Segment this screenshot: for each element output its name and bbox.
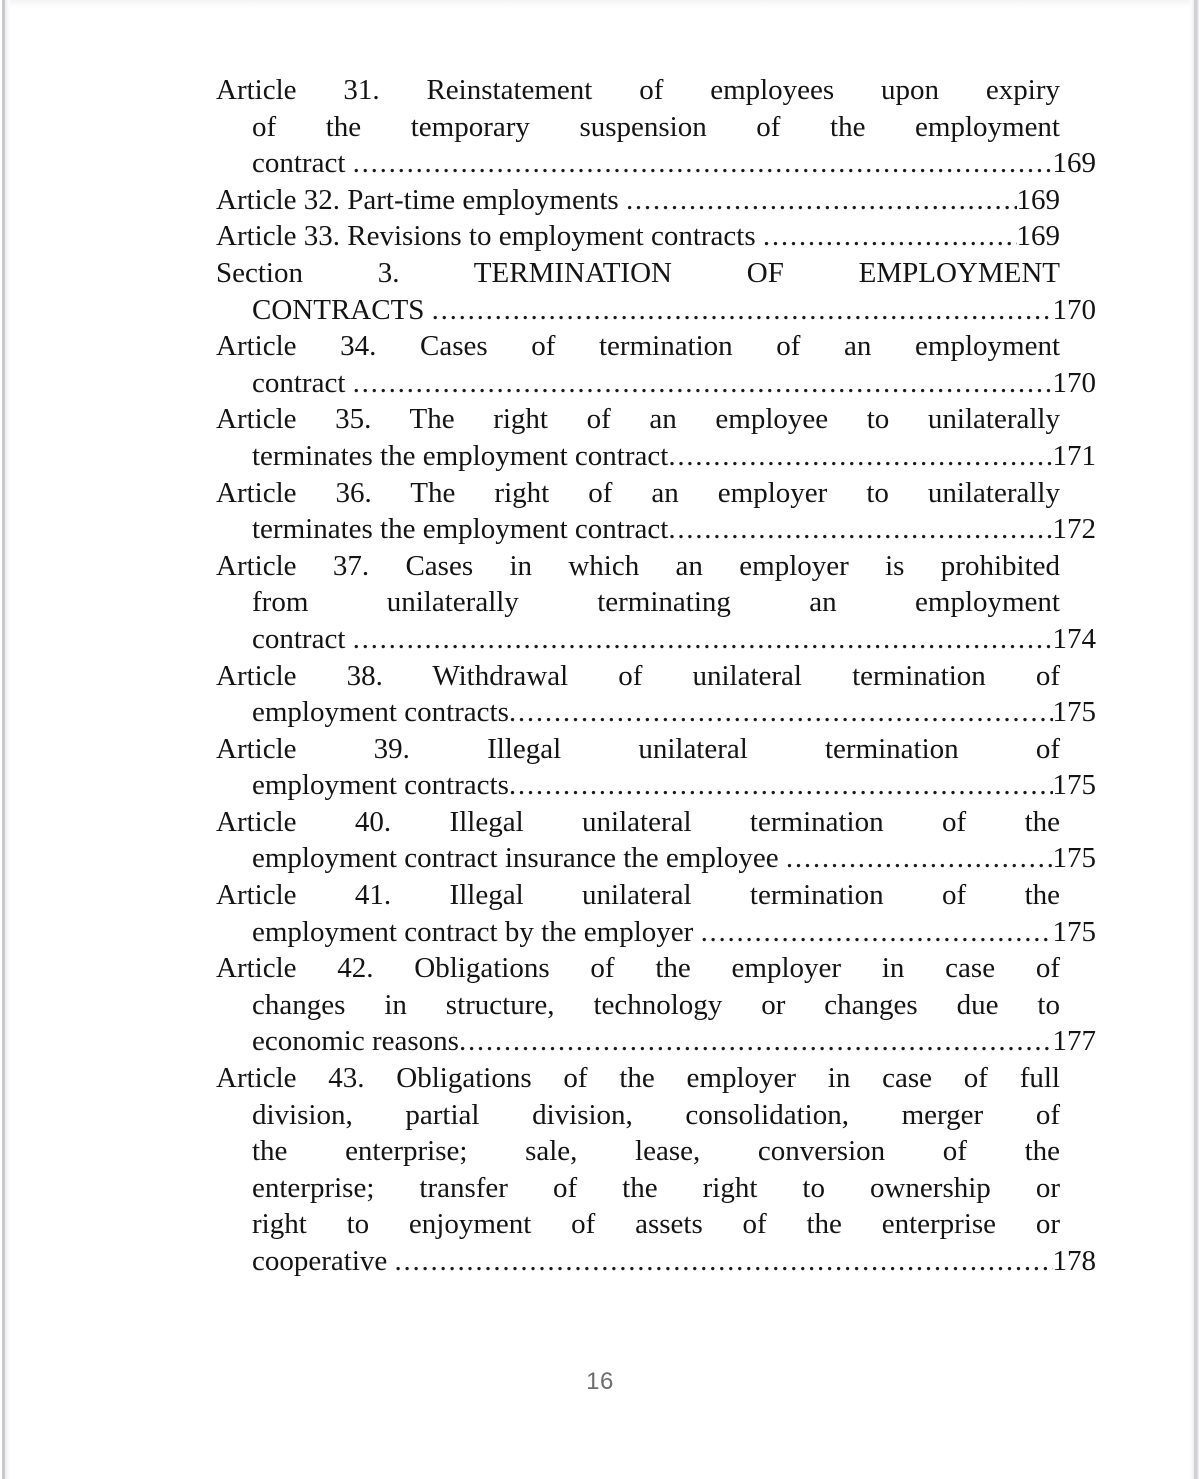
toc-leader-row <box>216 292 1096 329</box>
toc-dot-leader <box>353 365 1053 402</box>
toc-page-number: 169 <box>1016 220 1060 253</box>
toc-page-number: 175 <box>1052 915 1096 948</box>
toc-entry-title: contract <box>252 622 353 655</box>
toc-entry[interactable] <box>216 401 1096 474</box>
toc-leader-row <box>216 145 1096 182</box>
toc-dot-leader <box>668 438 1052 475</box>
toc-entry-title: cooperative <box>252 1245 395 1277</box>
page-left-edge <box>0 0 10 1479</box>
toc-dot-leader <box>509 694 1053 731</box>
toc-dot-leader <box>395 1243 1053 1280</box>
toc-dot-leader <box>353 145 1053 182</box>
toc-entry-line: of the temporary suspension of the employment <box>252 110 1060 143</box>
toc-entry-line: Article 36. The right of an employer to unilaterally <box>216 476 1060 509</box>
toc-leader-row <box>216 914 1096 951</box>
toc-entry[interactable] <box>216 182 1060 219</box>
toc-leader-row <box>216 438 1096 475</box>
toc-entry[interactable] <box>216 877 1096 950</box>
toc-leader-row <box>216 767 1096 804</box>
toc-page-number: 171 <box>1052 439 1096 472</box>
page-right-edge <box>1190 0 1200 1479</box>
toc-page-number: 170 <box>1052 293 1096 326</box>
toc-page-number: 174 <box>1052 622 1096 655</box>
toc-dot-leader <box>786 840 1053 877</box>
toc-entry[interactable] <box>216 950 1096 1060</box>
toc-entry-line: enterprise; transfer of the right to ownership or <box>252 1171 1060 1204</box>
toc-entry[interactable] <box>216 658 1096 731</box>
toc-entry[interactable] <box>216 218 1060 255</box>
toc-entry-line: division, partial division, consolidation, merger of <box>252 1098 1060 1131</box>
toc-entry-line: Article 31. Reinstatement of employees upon expiry <box>216 74 1060 106</box>
toc-entry-title: contract <box>252 366 353 399</box>
toc-entry-line: the enterprise; sale, lease, conversion of the <box>252 1135 1060 1168</box>
toc-entry-title: CONTRACTS <box>252 293 432 326</box>
toc-entry-title: employment contract insurance the employee <box>252 842 786 875</box>
toc-leader-row <box>216 694 1096 731</box>
toc-entry-line: Article 42. Obligations of the employer in case of <box>216 952 1060 985</box>
toc-entry[interactable] <box>216 804 1096 877</box>
toc-entry-line: Article 37. Cases in which an employer is prohibited <box>216 549 1060 582</box>
toc-dot-leader <box>509 767 1053 804</box>
page-number: 16 <box>586 1368 614 1395</box>
page-top-edge <box>0 0 1200 9</box>
toc-leader-row <box>216 621 1096 658</box>
toc-leader-row <box>216 1023 1096 1060</box>
toc-entry-line: Article 34. Cases of termination of an employment <box>216 330 1060 363</box>
toc-page-number: 175 <box>1052 696 1096 729</box>
toc-leader-row <box>216 1243 1096 1280</box>
toc-entry[interactable] <box>216 475 1096 548</box>
toc-entry-line: Article 43. Obligations of the employer in case of full <box>216 1062 1060 1095</box>
toc-entry-title: Article 32. Part-time employments <box>216 183 626 216</box>
toc-page-number: 178 <box>1052 1245 1096 1277</box>
toc-dot-leader <box>432 292 1053 329</box>
toc-leader-row <box>216 840 1096 877</box>
toc-entry[interactable] <box>216 72 1096 182</box>
toc-page-number: 170 <box>1052 366 1096 399</box>
toc-entry[interactable] <box>216 1060 1096 1280</box>
table-of-contents <box>216 72 1096 1280</box>
toc-entry-title: economic reasons <box>252 1025 459 1058</box>
toc-entry-line: Article 40. Illegal unilateral termination of the <box>216 805 1060 838</box>
toc-entry-line: Article 35. The right of an employee to unilaterally <box>216 403 1060 436</box>
toc-leader-row <box>216 511 1096 548</box>
toc-entry-title: employment contracts <box>252 769 509 802</box>
toc-entry[interactable] <box>216 548 1096 658</box>
toc-entry-line: right to enjoyment of assets of the enterprise or <box>252 1208 1060 1241</box>
toc-entry-title: Article 33. Revisions to employment contracts <box>216 220 763 253</box>
toc-page-number: 175 <box>1052 769 1096 802</box>
toc-page-number: 175 <box>1052 842 1096 875</box>
toc-entry[interactable] <box>216 328 1096 401</box>
toc-entry-line: Section 3. TERMINATION OF EMPLOYMENT <box>216 256 1060 289</box>
toc-dot-leader <box>668 511 1052 548</box>
toc-page-number: 169 <box>1016 183 1060 216</box>
toc-page-number: 172 <box>1052 513 1096 546</box>
toc-entry-title: terminates the employment contract <box>252 513 669 546</box>
toc-leader-row <box>216 365 1096 402</box>
toc-dot-leader <box>701 914 1053 951</box>
toc-page-number: 177 <box>1052 1025 1096 1058</box>
toc-leader-row <box>216 182 1060 219</box>
toc-entry-line: from unilaterally terminating an employment <box>252 586 1060 619</box>
toc-entry-line: Article 41. Illegal unilateral termination of the <box>216 879 1060 912</box>
toc-entry-title: employment contracts <box>252 696 509 729</box>
toc-dot-leader <box>626 182 1017 219</box>
toc-entry[interactable] <box>216 731 1096 804</box>
toc-dot-leader <box>459 1023 1053 1060</box>
toc-leader-row <box>216 218 1060 255</box>
toc-entry-title: employment contract by the employer <box>252 915 701 948</box>
toc-entry-title: contract <box>252 147 353 180</box>
toc-dot-leader <box>763 218 1017 255</box>
toc-page-number: 169 <box>1052 147 1096 180</box>
toc-entry-line: changes in structure, technology or changes due to <box>252 988 1060 1021</box>
toc-dot-leader <box>353 621 1053 658</box>
toc-entry[interactable] <box>216 255 1096 328</box>
toc-entry-line: Article 39. Illegal unilateral termination of <box>216 732 1060 765</box>
toc-entry-line: Article 38. Withdrawal of unilateral termination of <box>216 659 1060 692</box>
toc-entry-title: terminates the employment contract <box>252 439 669 472</box>
